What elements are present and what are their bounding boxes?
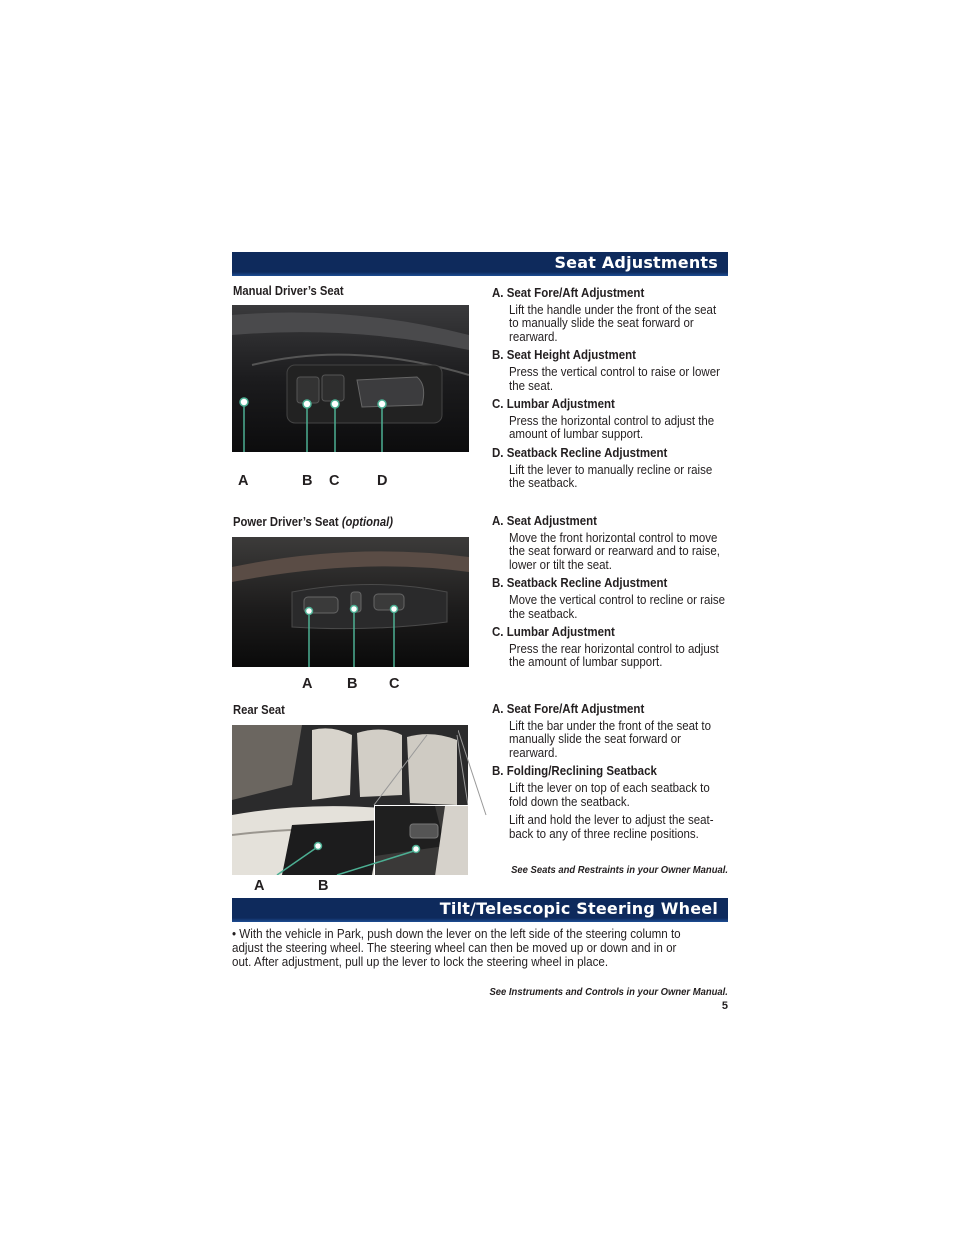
- callout-label-a: A: [302, 676, 313, 692]
- power-item-a: [492, 515, 732, 572]
- section-header-seat-adjustments: [232, 252, 728, 276]
- item-title: B. Seatback Recline Adjustment: [492, 576, 668, 591]
- callout-label-a: A: [238, 473, 249, 489]
- manual-seat-items: [492, 287, 732, 496]
- callout-label-d: D: [377, 473, 388, 489]
- power-item-c: [492, 626, 732, 670]
- section-title: Seat Adjustments: [554, 253, 718, 272]
- manual-item-d: [492, 447, 732, 491]
- manual-item-c: [492, 398, 732, 442]
- power-seat-heading-text: Power Driver’s Seat: [233, 515, 339, 529]
- power-seat-optional-note: (optional): [341, 515, 394, 529]
- power-item-b: [492, 577, 732, 621]
- item-text: Lift the bar under the front of the seat to manually slide the seat forward or rearward.: [509, 718, 712, 760]
- callout-label-a: A: [254, 878, 265, 894]
- item-title: D. Seatback Recline Adjustment: [492, 445, 668, 460]
- manual-item-b: [492, 349, 732, 393]
- item-title: B. Seat Height Adjustment: [492, 348, 636, 363]
- section-header-steering: [232, 898, 728, 922]
- item-text: Lift the handle under the front of the seat to manually slide the seat forward or rearward.: [509, 302, 717, 344]
- manual-seat-heading: Manual Driver’s Seat: [233, 284, 344, 298]
- item-title: C. Lumbar Adjustment: [492, 397, 615, 412]
- item-title: A. Seat Fore/Aft Adjustment: [492, 286, 645, 300]
- item-title: C. Lumbar Adjustment: [492, 625, 615, 640]
- item-text: Press the horizontal control to adjust the amount of lumbar support.: [509, 413, 715, 442]
- callout-label-b: B: [347, 676, 358, 692]
- rear-item-a: [492, 703, 732, 760]
- item-text-2: Lift and hold the lever to adjust the seat-back to any of three recline positions.: [509, 813, 714, 841]
- manual-seat-photo: [232, 305, 469, 452]
- callout-label-b: B: [318, 878, 329, 894]
- callout-label-b: B: [302, 473, 313, 489]
- callout-label-c: C: [389, 676, 400, 692]
- callout-label-c: C: [329, 473, 340, 489]
- item-text: Lift the lever on top of each seatback to fold down the seatback.: [509, 780, 710, 809]
- item-text: Press the vertical control to raise or lower the seat.: [509, 364, 720, 393]
- power-seat-heading: [233, 515, 393, 529]
- manual-item-a: [492, 287, 732, 344]
- power-seat-photo: [232, 537, 469, 667]
- item-text: Lift the lever to manually recline or raise the seatback.: [509, 462, 713, 491]
- seats-reference-note: See Seats and Restraints in your Owner Manual.: [511, 864, 728, 876]
- power-seat-items: [492, 515, 732, 675]
- rear-seat-heading: Rear Seat: [233, 703, 285, 717]
- instruments-reference-note: See Instruments and Controls in your Owner Manual.: [489, 986, 728, 998]
- item-text: Move the vertical control to recline or raise the seatback.: [509, 592, 726, 621]
- rear-seat-photo: [232, 725, 468, 875]
- rear-item-b: [492, 765, 732, 841]
- section-title: Tilt/Telescopic Steering Wheel: [439, 899, 718, 918]
- item-text: Press the rear horizontal control to adjust the amount of lumbar support.: [509, 641, 719, 670]
- steering-instructions: • With the vehicle in Park, push down the lever on the left side of the steering column to adjust the steering wheel. The steering wheel can then be moved up or down and in or out. After adjustment, pull up the lever to lock the steering wheel in place.: [232, 927, 681, 969]
- rear-seat-items: [492, 703, 732, 846]
- item-title: A. Seat Fore/Aft Adjustment: [492, 702, 645, 716]
- rear-seat-zoom-line: [458, 730, 488, 820]
- item-title: A. Seat Adjustment: [492, 514, 598, 528]
- item-title: B. Folding/Reclining Seatback: [492, 764, 657, 779]
- page-number: 5: [721, 1000, 728, 1012]
- item-text: Move the front horizontal control to move the seat forward or rearward and to raise, lower or tilt the seat.: [509, 530, 720, 572]
